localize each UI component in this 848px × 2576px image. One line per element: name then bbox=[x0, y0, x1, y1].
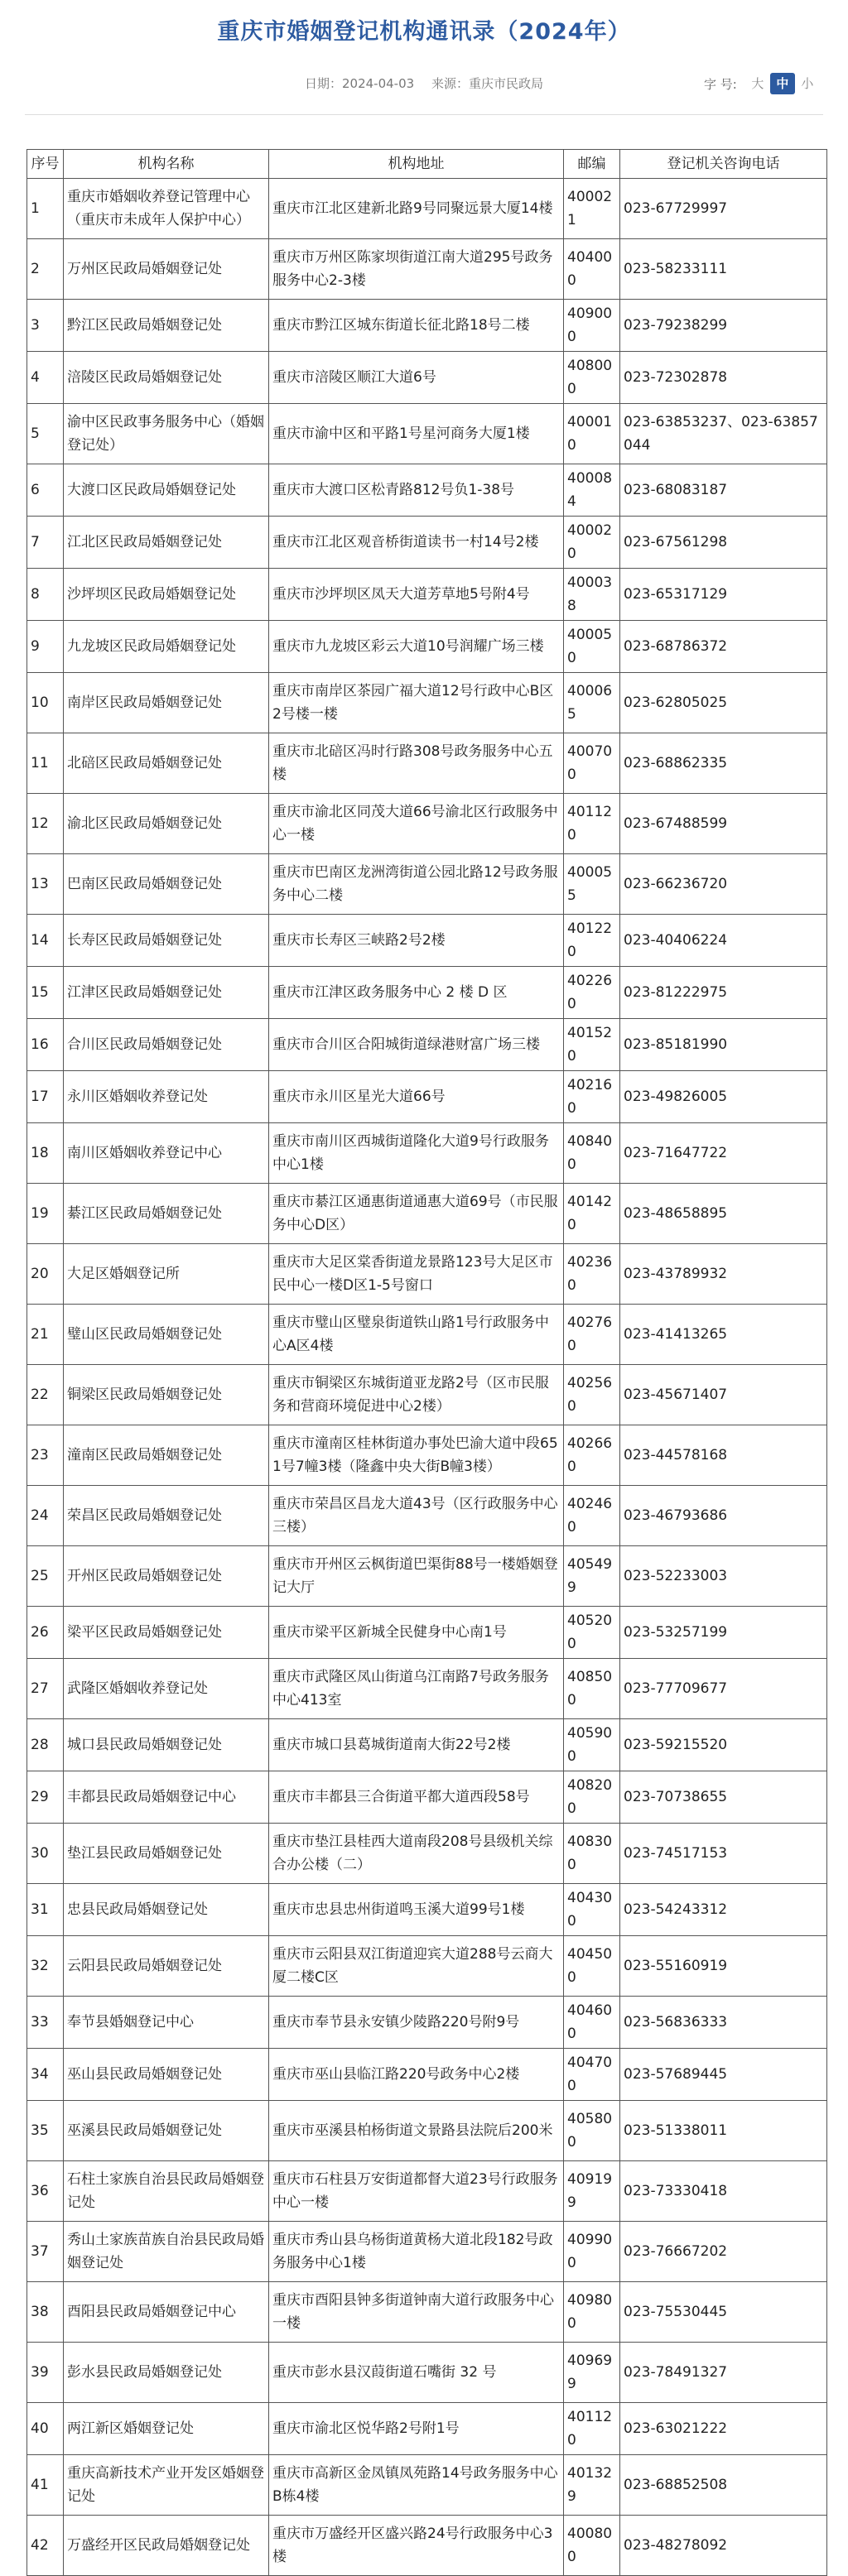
cell-phone: 023-46793686 bbox=[620, 1486, 827, 1546]
cell-address: 重庆市九龙坡区彩云大道10号润耀广场三楼 bbox=[269, 621, 564, 673]
cell-postcode: 401120 bbox=[564, 794, 620, 854]
source-label: 来源： bbox=[431, 76, 469, 91]
table-row bbox=[27, 300, 827, 352]
cell-index: 41 bbox=[27, 2455, 64, 2516]
cell-index: 23 bbox=[27, 1425, 64, 1486]
cell-address: 重庆市渝北区同茂大道66号渝北区行政服务中心一楼 bbox=[269, 794, 564, 854]
table-row bbox=[27, 1071, 827, 1123]
cell-phone: 023-49826005 bbox=[620, 1071, 827, 1123]
date-label: 日期： bbox=[304, 76, 342, 91]
cell-address: 重庆市云阳县双江街道迎宾大道288号云商大厦二楼C区 bbox=[269, 1936, 564, 1997]
cell-index: 2 bbox=[27, 239, 64, 300]
cell-phone: 023-41413265 bbox=[620, 1305, 827, 1365]
cell-phone: 023-68852508 bbox=[620, 2455, 827, 2516]
cell-index: 26 bbox=[27, 1607, 64, 1659]
cell-postcode: 400010 bbox=[564, 404, 620, 464]
cell-postcode: 401520 bbox=[564, 1019, 620, 1071]
table-row bbox=[27, 1719, 827, 1771]
cell-phone: 023-55160919 bbox=[620, 1936, 827, 1997]
cell-index: 33 bbox=[27, 1997, 64, 2049]
cell-postcode: 402560 bbox=[564, 1365, 620, 1425]
cell-postcode: 401120 bbox=[564, 2403, 620, 2455]
cell-phone: 023-57689445 bbox=[620, 2049, 827, 2101]
cell-postcode: 400700 bbox=[564, 733, 620, 794]
cell-phone: 023-40406224 bbox=[620, 915, 827, 967]
cell-index: 40 bbox=[27, 2403, 64, 2455]
cell-index: 17 bbox=[27, 1071, 64, 1123]
cell-name: 江津区民政局婚姻登记处 bbox=[64, 967, 269, 1019]
cell-address: 重庆市高新区金凤镇凤苑路14号政务服务中心B栋4楼 bbox=[269, 2455, 564, 2516]
cell-index: 34 bbox=[27, 2049, 64, 2101]
cell-index: 25 bbox=[27, 1546, 64, 1607]
cell-address: 重庆市巫溪县柏杨街道文景路县法院后200米 bbox=[269, 2101, 564, 2161]
cell-postcode: 404000 bbox=[564, 239, 620, 300]
table-row bbox=[27, 1184, 827, 1244]
cell-phone: 023-67488599 bbox=[620, 794, 827, 854]
table-row bbox=[27, 1486, 827, 1546]
table-row bbox=[27, 673, 827, 733]
cell-index: 31 bbox=[27, 1884, 64, 1936]
cell-index: 30 bbox=[27, 1824, 64, 1884]
table-row bbox=[27, 1659, 827, 1719]
cell-index: 8 bbox=[27, 569, 64, 621]
cell-address: 重庆市开州区云枫街道巴渠街88号一楼婚姻登记大厅 bbox=[269, 1546, 564, 1607]
cell-postcode: 401420 bbox=[564, 1184, 620, 1244]
registry-table bbox=[26, 149, 827, 2576]
table-row bbox=[27, 967, 827, 1019]
cell-postcode: 400038 bbox=[564, 569, 620, 621]
cell-name: 北碚区民政局婚姻登记处 bbox=[64, 733, 269, 794]
cell-index: 27 bbox=[27, 1659, 64, 1719]
cell-address: 重庆市綦江区通惠街道通惠大道69号（市民服务中心D区） bbox=[269, 1184, 564, 1244]
cell-address: 重庆市石柱县万安街道都督大道23号行政服务中心一楼 bbox=[269, 2161, 564, 2222]
cell-index: 6 bbox=[27, 464, 64, 517]
cell-phone: 023-62805025 bbox=[620, 673, 827, 733]
cell-name: 渝北区民政局婚姻登记处 bbox=[64, 794, 269, 854]
cell-name: 江北区民政局婚姻登记处 bbox=[64, 517, 269, 569]
cell-address: 重庆市沙坪坝区凤天大道芳草地5号附4号 bbox=[269, 569, 564, 621]
cell-address: 重庆市涪陵区顺江大道6号 bbox=[269, 352, 564, 404]
cell-address: 重庆市合川区合阳城街道绿港财富广场三楼 bbox=[269, 1019, 564, 1071]
cell-postcode: 402660 bbox=[564, 1425, 620, 1486]
cell-phone: 023-51338011 bbox=[620, 2101, 827, 2161]
cell-address: 重庆市万州区陈家坝街道江南大道295号政务服务中心2-3楼 bbox=[269, 239, 564, 300]
cell-address: 重庆市奉节县永安镇少陵路220号附9号 bbox=[269, 1997, 564, 2049]
table-row bbox=[27, 1425, 827, 1486]
cell-postcode: 400021 bbox=[564, 179, 620, 239]
table-row bbox=[27, 1123, 827, 1184]
cell-phone: 023-54243312 bbox=[620, 1884, 827, 1936]
col-header-name: 机构名称 bbox=[64, 150, 269, 179]
cell-index: 38 bbox=[27, 2282, 64, 2343]
cell-name: 大足区婚姻登记所 bbox=[64, 1244, 269, 1305]
cell-postcode: 409800 bbox=[564, 2282, 620, 2343]
cell-name: 忠县民政局婚姻登记处 bbox=[64, 1884, 269, 1936]
cell-address: 重庆市巫山县临江路220号政务中心2楼 bbox=[269, 2049, 564, 2101]
cell-postcode: 400020 bbox=[564, 517, 620, 569]
cell-postcode: 402360 bbox=[564, 1244, 620, 1305]
cell-postcode: 405200 bbox=[564, 1607, 620, 1659]
cell-phone: 023-77709677 bbox=[620, 1659, 827, 1719]
cell-phone: 023-44578168 bbox=[620, 1425, 827, 1486]
cell-phone: 023-58233111 bbox=[620, 239, 827, 300]
cell-name: 璧山区民政局婚姻登记处 bbox=[64, 1305, 269, 1365]
cell-postcode: 404500 bbox=[564, 1936, 620, 1997]
cell-address: 重庆市南岸区茶园广福大道12号行政中心B区2号楼一楼 bbox=[269, 673, 564, 733]
cell-name: 秀山土家族苗族自治县民政局婚姻登记处 bbox=[64, 2222, 269, 2282]
font-size-large-button[interactable]: 大 bbox=[751, 76, 764, 91]
cell-index: 36 bbox=[27, 2161, 64, 2222]
table-row bbox=[27, 733, 827, 794]
cell-address: 重庆市江北区观音桥街道读书一村14号2楼 bbox=[269, 517, 564, 569]
cell-phone: 023-45671407 bbox=[620, 1365, 827, 1425]
col-header-phone: 登记机关咨询电话 bbox=[620, 150, 827, 179]
cell-address: 重庆市江北区建新北路9号同聚远景大厦14楼 bbox=[269, 179, 564, 239]
cell-name: 巫山县民政局婚姻登记处 bbox=[64, 2049, 269, 2101]
table-row bbox=[27, 2101, 827, 2161]
cell-address: 重庆市铜梁区东城街道亚龙路2号（区市民服务和营商环境促进中心2楼） bbox=[269, 1365, 564, 1425]
cell-address: 重庆市梁平区新城全民健身中心南1号 bbox=[269, 1607, 564, 1659]
cell-postcode: 404700 bbox=[564, 2049, 620, 2101]
font-size-switcher bbox=[704, 73, 820, 94]
cell-postcode: 408000 bbox=[564, 352, 620, 404]
cell-index: 37 bbox=[27, 2222, 64, 2282]
cell-index: 10 bbox=[27, 673, 64, 733]
date-info bbox=[305, 76, 414, 91]
cell-postcode: 408300 bbox=[564, 1824, 620, 1884]
cell-address: 重庆市忠县忠州街道鸣玉溪大道99号1楼 bbox=[269, 1884, 564, 1936]
cell-address: 重庆市长寿区三峡路2号2楼 bbox=[269, 915, 564, 967]
header-divider bbox=[25, 114, 823, 115]
table-row bbox=[27, 1305, 827, 1365]
cell-address: 重庆市万盛经开区盛兴路24号行政服务中心3楼 bbox=[269, 2516, 564, 2576]
cell-index: 32 bbox=[27, 1936, 64, 1997]
table-row bbox=[27, 1244, 827, 1305]
cell-phone: 023-68862335 bbox=[620, 733, 827, 794]
table-row bbox=[27, 2343, 827, 2403]
cell-index: 42 bbox=[27, 2516, 64, 2576]
cell-address: 重庆市垫江县桂西大道南段208号县级机关综合办公楼（二） bbox=[269, 1824, 564, 1884]
cell-index: 4 bbox=[27, 352, 64, 404]
cell-name: 武隆区婚姻收养登记处 bbox=[64, 1659, 269, 1719]
cell-name: 奉节县婚姻登记中心 bbox=[64, 1997, 269, 2049]
font-size-label: 字 号: bbox=[704, 76, 737, 92]
table-row bbox=[27, 2282, 827, 2343]
col-header-postcode: 邮编 bbox=[564, 150, 620, 179]
font-size-small-button[interactable]: 小 bbox=[801, 76, 814, 91]
cell-phone: 023-66236720 bbox=[620, 854, 827, 915]
cell-postcode: 405499 bbox=[564, 1546, 620, 1607]
cell-index: 3 bbox=[27, 300, 64, 352]
cell-index: 12 bbox=[27, 794, 64, 854]
table-row bbox=[27, 1936, 827, 1997]
table-row bbox=[27, 404, 827, 464]
cell-address: 重庆市大足区棠香街道龙景路123号大足区市民中心一楼D区1-5号窗口 bbox=[269, 1244, 564, 1305]
date-value: 2024-04-03 bbox=[342, 76, 415, 91]
cell-postcode: 405900 bbox=[564, 1719, 620, 1771]
cell-address: 重庆市城口县葛城街道南大街22号2楼 bbox=[269, 1719, 564, 1771]
cell-phone: 023-48278092 bbox=[620, 2516, 827, 2576]
cell-phone: 023-43789932 bbox=[620, 1244, 827, 1305]
cell-index: 15 bbox=[27, 967, 64, 1019]
cell-address: 重庆市永川区星光大道66号 bbox=[269, 1071, 564, 1123]
cell-index: 9 bbox=[27, 621, 64, 673]
cell-postcode: 402160 bbox=[564, 1071, 620, 1123]
cell-index: 5 bbox=[27, 404, 64, 464]
cell-name: 万州区民政局婚姻登记处 bbox=[64, 239, 269, 300]
cell-phone: 023-85181990 bbox=[620, 1019, 827, 1071]
cell-name: 云阳县民政局婚姻登记处 bbox=[64, 1936, 269, 1997]
cell-phone: 023-74517153 bbox=[620, 1824, 827, 1884]
cell-index: 28 bbox=[27, 1719, 64, 1771]
table-row bbox=[27, 517, 827, 569]
table-row bbox=[27, 2049, 827, 2101]
source-info bbox=[431, 76, 543, 91]
cell-phone: 023-53257199 bbox=[620, 1607, 827, 1659]
cell-address: 重庆市江津区政务服务中心 2 楼 D 区 bbox=[269, 967, 564, 1019]
cell-address: 重庆市渝北区悦华路2号附1号 bbox=[269, 2403, 564, 2455]
cell-name: 黔江区民政局婚姻登记处 bbox=[64, 300, 269, 352]
table-row bbox=[27, 1607, 827, 1659]
cell-address: 重庆市巴南区龙洲湾街道公园北路12号政务服务中心二楼 bbox=[269, 854, 564, 915]
cell-postcode: 409000 bbox=[564, 300, 620, 352]
cell-postcode: 400050 bbox=[564, 621, 620, 673]
cell-address: 重庆市丰都县三合街道平都大道西段58号 bbox=[269, 1771, 564, 1824]
table-row bbox=[27, 179, 827, 239]
source-value: 重庆市民政局 bbox=[468, 76, 543, 91]
cell-name: 梁平区民政局婚姻登记处 bbox=[64, 1607, 269, 1659]
cell-index: 18 bbox=[27, 1123, 64, 1184]
cell-phone: 023-76667202 bbox=[620, 2222, 827, 2282]
cell-name: 重庆高新技术产业开发区婚姻登记处 bbox=[64, 2455, 269, 2516]
table-row bbox=[27, 2161, 827, 2222]
cell-name: 两江新区婚姻登记处 bbox=[64, 2403, 269, 2455]
cell-name: 南岸区民政局婚姻登记处 bbox=[64, 673, 269, 733]
cell-name: 永川区婚姻收养登记处 bbox=[64, 1071, 269, 1123]
page-title: 重庆市婚姻登记机构通讯录（2024年） bbox=[217, 19, 631, 45]
cell-address: 重庆市潼南区桂林街道办事处巴渝大道中段651号7幢3楼（隆鑫中央大街B幢3楼） bbox=[269, 1425, 564, 1486]
table-row bbox=[27, 2516, 827, 2576]
table-header-row bbox=[27, 150, 827, 179]
cell-postcode: 408400 bbox=[564, 1123, 620, 1184]
cell-phone: 023-78491327 bbox=[620, 2343, 827, 2403]
cell-phone: 023-79238299 bbox=[620, 300, 827, 352]
col-header-address: 机构地址 bbox=[269, 150, 564, 179]
table-row bbox=[27, 1824, 827, 1884]
cell-name: 九龙坡区民政局婚姻登记处 bbox=[64, 621, 269, 673]
cell-postcode: 402260 bbox=[564, 967, 620, 1019]
cell-postcode: 408500 bbox=[564, 1659, 620, 1719]
cell-postcode: 402760 bbox=[564, 1305, 620, 1365]
cell-index: 14 bbox=[27, 915, 64, 967]
cell-postcode: 400065 bbox=[564, 673, 620, 733]
table-row bbox=[27, 1546, 827, 1607]
cell-phone: 023-71647722 bbox=[620, 1123, 827, 1184]
cell-postcode: 401220 bbox=[564, 915, 620, 967]
table-row bbox=[27, 1771, 827, 1824]
cell-index: 13 bbox=[27, 854, 64, 915]
table-row bbox=[27, 794, 827, 854]
cell-postcode: 409199 bbox=[564, 2161, 620, 2222]
font-size-medium-button[interactable]: 中 bbox=[770, 73, 795, 94]
cell-postcode: 404300 bbox=[564, 1884, 620, 1936]
cell-address: 重庆市秀山县乌杨街道黄杨大道北段182号政务服务中心1楼 bbox=[269, 2222, 564, 2282]
cell-phone: 023-52233003 bbox=[620, 1546, 827, 1607]
cell-name: 荣昌区民政局婚姻登记处 bbox=[64, 1486, 269, 1546]
cell-index: 22 bbox=[27, 1365, 64, 1425]
table-row bbox=[27, 1884, 827, 1936]
cell-name: 涪陵区民政局婚姻登记处 bbox=[64, 352, 269, 404]
cell-name: 重庆市婚姻收养登记管理中心（重庆市未成年人保护中心） bbox=[64, 179, 269, 239]
cell-index: 24 bbox=[27, 1486, 64, 1546]
cell-address: 重庆市武隆区凤山街道乌江南路7号政务服务中心413室 bbox=[269, 1659, 564, 1719]
cell-phone: 023-70738655 bbox=[620, 1771, 827, 1824]
cell-postcode: 409699 bbox=[564, 2343, 620, 2403]
cell-name: 渝中区民政事务服务中心（婚姻登记处） bbox=[64, 404, 269, 464]
cell-phone: 023-73330418 bbox=[620, 2161, 827, 2222]
table-row bbox=[27, 854, 827, 915]
cell-address: 重庆市南川区西城街道隆化大道9号行政服务中心1楼 bbox=[269, 1123, 564, 1184]
cell-phone: 023-67561298 bbox=[620, 517, 827, 569]
cell-name: 沙坪坝区民政局婚姻登记处 bbox=[64, 569, 269, 621]
cell-phone: 023-48658895 bbox=[620, 1184, 827, 1244]
cell-name: 万盛经开区民政局婚姻登记处 bbox=[64, 2516, 269, 2576]
cell-address: 重庆市璧山区璧泉街道铁山路1号行政服务中心A区4楼 bbox=[269, 1305, 564, 1365]
table-row bbox=[27, 2455, 827, 2516]
table-row bbox=[27, 1997, 827, 2049]
cell-address: 重庆市彭水县汉葭街道石嘴街 32 号 bbox=[269, 2343, 564, 2403]
cell-index: 39 bbox=[27, 2343, 64, 2403]
cell-phone: 023-75530445 bbox=[620, 2282, 827, 2343]
cell-name: 大渡口区民政局婚姻登记处 bbox=[64, 464, 269, 517]
cell-name: 城口县民政局婚姻登记处 bbox=[64, 1719, 269, 1771]
cell-phone: 023-72302878 bbox=[620, 352, 827, 404]
cell-name: 石柱土家族自治县民政局婚姻登记处 bbox=[64, 2161, 269, 2222]
cell-postcode: 409900 bbox=[564, 2222, 620, 2282]
cell-name: 南川区婚姻收养登记中心 bbox=[64, 1123, 269, 1184]
cell-address: 重庆市北碚区冯时行路308号政务服务中心五楼 bbox=[269, 733, 564, 794]
table-row bbox=[27, 569, 827, 621]
cell-phone: 023-63853237、023-63857044 bbox=[620, 404, 827, 464]
table-row bbox=[27, 1019, 827, 1071]
table-row bbox=[27, 239, 827, 300]
cell-name: 酉阳县民政局婚姻登记中心 bbox=[64, 2282, 269, 2343]
cell-name: 长寿区民政局婚姻登记处 bbox=[64, 915, 269, 967]
cell-postcode: 400084 bbox=[564, 464, 620, 517]
cell-phone: 023-68083187 bbox=[620, 464, 827, 517]
cell-name: 綦江区民政局婚姻登记处 bbox=[64, 1184, 269, 1244]
cell-name: 垫江县民政局婚姻登记处 bbox=[64, 1824, 269, 1884]
cell-index: 19 bbox=[27, 1184, 64, 1244]
table-row bbox=[27, 1365, 827, 1425]
table-row bbox=[27, 2403, 827, 2455]
cell-phone: 023-63021222 bbox=[620, 2403, 827, 2455]
cell-phone: 023-59215520 bbox=[620, 1719, 827, 1771]
cell-postcode: 404600 bbox=[564, 1997, 620, 2049]
cell-index: 16 bbox=[27, 1019, 64, 1071]
cell-name: 彭水县民政局婚姻登记处 bbox=[64, 2343, 269, 2403]
cell-name: 合川区民政局婚姻登记处 bbox=[64, 1019, 269, 1071]
cell-name: 开州区民政局婚姻登记处 bbox=[64, 1546, 269, 1607]
cell-address: 重庆市黔江区城东街道长征北路18号二楼 bbox=[269, 300, 564, 352]
cell-postcode: 402460 bbox=[564, 1486, 620, 1546]
table-row bbox=[27, 621, 827, 673]
cell-name: 丰都县民政局婚姻登记中心 bbox=[64, 1771, 269, 1824]
cell-postcode: 400055 bbox=[564, 854, 620, 915]
table-row bbox=[27, 2222, 827, 2282]
cell-index: 11 bbox=[27, 733, 64, 794]
cell-phone: 023-65317129 bbox=[620, 569, 827, 621]
cell-index: 7 bbox=[27, 517, 64, 569]
cell-phone: 023-67729997 bbox=[620, 179, 827, 239]
cell-index: 20 bbox=[27, 1244, 64, 1305]
cell-address: 重庆市荣昌区昌龙大道43号（区行政服务中心三楼） bbox=[269, 1486, 564, 1546]
cell-phone: 023-56836333 bbox=[620, 1997, 827, 2049]
cell-postcode: 408200 bbox=[564, 1771, 620, 1824]
cell-index: 29 bbox=[27, 1771, 64, 1824]
cell-postcode: 400800 bbox=[564, 2516, 620, 2576]
cell-address: 重庆市酉阳县钟多街道钟南大道行政服务中心一楼 bbox=[269, 2282, 564, 2343]
cell-name: 潼南区民政局婚姻登记处 bbox=[64, 1425, 269, 1486]
cell-postcode: 401329 bbox=[564, 2455, 620, 2516]
cell-name: 巴南区民政局婚姻登记处 bbox=[64, 854, 269, 915]
table-row bbox=[27, 464, 827, 517]
cell-postcode: 405800 bbox=[564, 2101, 620, 2161]
cell-phone: 023-68786372 bbox=[620, 621, 827, 673]
cell-index: 1 bbox=[27, 179, 64, 239]
col-header-index: 序号 bbox=[27, 150, 64, 179]
cell-name: 巫溪县民政局婚姻登记处 bbox=[64, 2101, 269, 2161]
cell-phone: 023-81222975 bbox=[620, 967, 827, 1019]
cell-address: 重庆市渝中区和平路1号星河商务大厦1楼 bbox=[269, 404, 564, 464]
cell-index: 35 bbox=[27, 2101, 64, 2161]
cell-index: 21 bbox=[27, 1305, 64, 1365]
table-row bbox=[27, 915, 827, 967]
cell-address: 重庆市大渡口区松青路812号负1-38号 bbox=[269, 464, 564, 517]
cell-name: 铜梁区民政局婚姻登记处 bbox=[64, 1365, 269, 1425]
table-row bbox=[27, 352, 827, 404]
